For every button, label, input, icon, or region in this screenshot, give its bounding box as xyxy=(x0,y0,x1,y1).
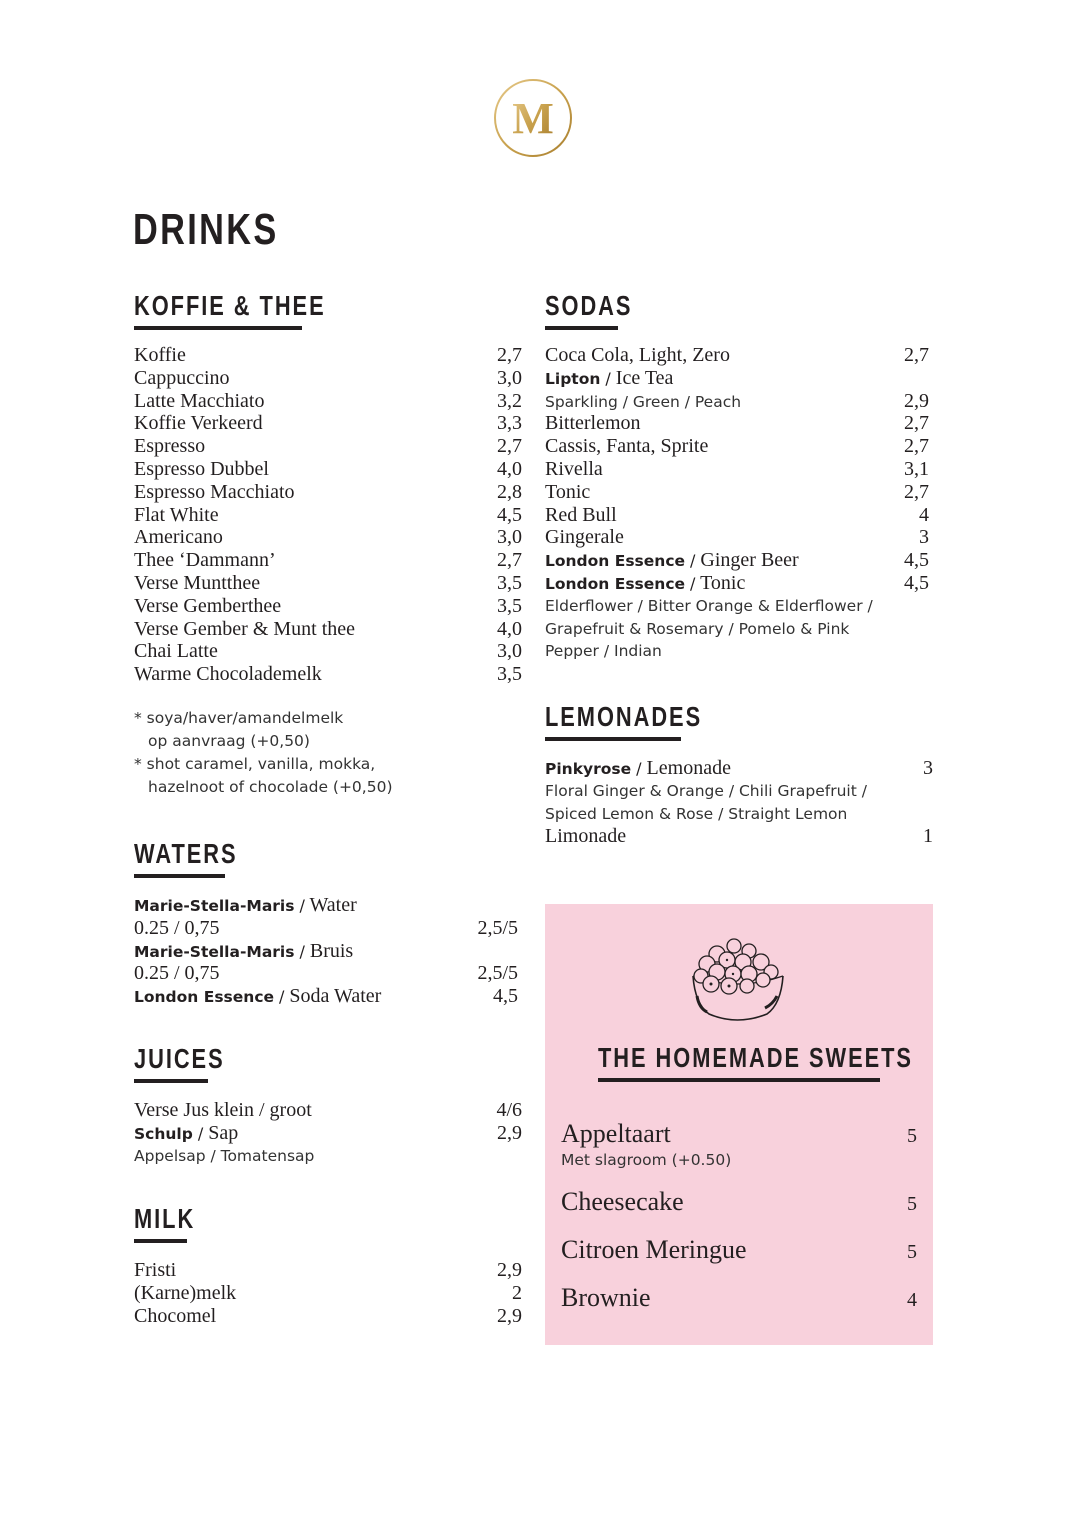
item-note: Met slagroom (+0.50) xyxy=(561,1151,732,1169)
item-note: Grapefruit & Rosemary / Pomelo & Pink xyxy=(545,619,850,638)
menu-item: Red Bull 4 xyxy=(545,503,929,526)
menu-item: Appeltaart 5 Met slagroom (+0.50) xyxy=(561,1119,917,1169)
section-heading: JUICES xyxy=(134,1043,250,1083)
heading-underline xyxy=(134,1079,208,1083)
menu-item: 0.25 / 0,75 2,5/5 xyxy=(134,916,518,939)
menu-item: Lipton / Ice Tea xyxy=(545,366,674,389)
menu-item: Rivella 3,1 xyxy=(545,457,929,480)
menu-item: Pinkyrose / Lemonade 3 xyxy=(545,757,933,779)
menu-item: Cappuccino 3,0 xyxy=(134,366,522,389)
heading-underline xyxy=(134,326,302,330)
menu-item: Tonic 2,7 xyxy=(545,480,929,503)
menu-item: Marie-Stella-Maris / Bruis xyxy=(134,939,354,962)
page-title: DRINKS xyxy=(133,205,279,254)
item-note: Pepper / Indian xyxy=(545,642,662,661)
menu-item: Gingerale 3 xyxy=(545,526,929,549)
menu-item: Espresso Macchiato 2,8 xyxy=(134,480,522,503)
menu-item: Fristi 2,9 xyxy=(134,1259,522,1281)
menu-item: London Essence / Tonic 4,5 xyxy=(545,571,929,594)
menu-item: Americano 3,0 xyxy=(134,526,522,549)
menu-item: Citroen Meringue 5 xyxy=(561,1235,917,1264)
item-note: Spiced Lemon & Rose / Straight Lemon xyxy=(545,804,848,823)
menu-item: Espresso 2,7 xyxy=(134,435,522,458)
menu-item: Limonade 1 xyxy=(545,825,933,848)
menu-item: Bitterlemon 2,7 xyxy=(545,412,929,435)
menu-item: Koffie Verkeerd 3,3 xyxy=(134,412,522,435)
menu-item: Verse Jus klein / groot 4/6 xyxy=(134,1099,522,1121)
menu-item: Thee ‘Dammann’ 2,7 xyxy=(134,549,522,572)
section-heading: MILK xyxy=(134,1203,212,1243)
heading-underline xyxy=(545,326,618,330)
section-waters xyxy=(134,838,518,1008)
section-milk xyxy=(134,1203,522,1327)
footnote: hazelnoot of chocolade (+0,50) xyxy=(148,777,393,796)
menu-item: Sparkling / Green / Peach 2,9 xyxy=(545,389,929,412)
brand-logo-icon xyxy=(493,78,573,158)
heading-underline xyxy=(134,874,225,878)
menu-item: Latte Macchiato 3,2 xyxy=(134,389,522,412)
menu-item: Coca Cola, Light, Zero 2,7 xyxy=(545,344,929,366)
svg-text:M: M xyxy=(512,94,554,143)
menu-item: Koffie 2,7 xyxy=(134,344,522,366)
section-heading: THE HOMEMADE SWEETS xyxy=(598,1042,1002,1082)
section-lemonades xyxy=(545,701,933,848)
heading-underline xyxy=(134,1239,187,1243)
menu-item: 0.25 / 0,75 2,5/5 xyxy=(134,962,518,985)
menu-item: Marie-Stella-Maris / Water xyxy=(134,894,357,916)
heading-underline xyxy=(598,1078,880,1082)
sweets-panel xyxy=(545,904,933,1345)
menu-item: (Karne)melk 2 xyxy=(134,1281,522,1304)
menu-item: London Essence / Ginger Beer 4,5 xyxy=(545,549,929,572)
menu-item: Cassis, Fanta, Sprite 2,7 xyxy=(545,435,929,458)
section-heading: SODAS xyxy=(545,290,657,330)
menu-item: Cheesecake 5 xyxy=(561,1187,917,1216)
menu-item: Verse Muntthee 3,5 xyxy=(134,571,522,594)
section-heading: WATERS xyxy=(134,838,267,878)
tart-illustration-icon xyxy=(687,934,787,1024)
section-koffie-thee xyxy=(134,290,522,799)
item-note: Floral Ginger & Orange / Chili Grapefruit / xyxy=(545,781,867,800)
footnote: * shot caramel, vanilla, mokka, xyxy=(134,754,376,773)
menu-item: Verse Gember & Munt thee 4,0 xyxy=(134,617,522,640)
menu-item: Chocomel 2,9 xyxy=(134,1304,522,1327)
item-note: Appelsap / Tomatensap xyxy=(134,1146,315,1165)
section-heading: LEMONADES xyxy=(545,701,746,741)
menu-item: Verse Gemberthee 3,5 xyxy=(134,594,522,617)
menu-item: Warme Chocolademelk 3,5 xyxy=(134,663,522,686)
menu-item: Schulp / Sap 2,9 xyxy=(134,1121,522,1144)
section-sodas xyxy=(545,290,929,663)
heading-underline xyxy=(545,737,681,741)
footnote: op aanvraag (+0,50) xyxy=(148,731,310,750)
menu-item: Brownie 4 xyxy=(561,1283,917,1312)
sweets-list xyxy=(561,1119,917,1331)
item-note: Elderflower / Bitter Orange & Elderflower / xyxy=(545,596,873,615)
menu-item: Flat White 4,5 xyxy=(134,503,522,526)
section-heading: KOFFIE & THEE xyxy=(134,290,380,330)
footnotes xyxy=(134,707,522,799)
section-juices xyxy=(134,1043,522,1167)
menu-item: London Essence / Soda Water 4,5 xyxy=(134,985,518,1008)
footnote: * soya/haver/amandelmelk xyxy=(134,708,344,727)
menu-item: Chai Latte 3,0 xyxy=(134,640,522,663)
menu-item: Espresso Dubbel 4,0 xyxy=(134,457,522,480)
